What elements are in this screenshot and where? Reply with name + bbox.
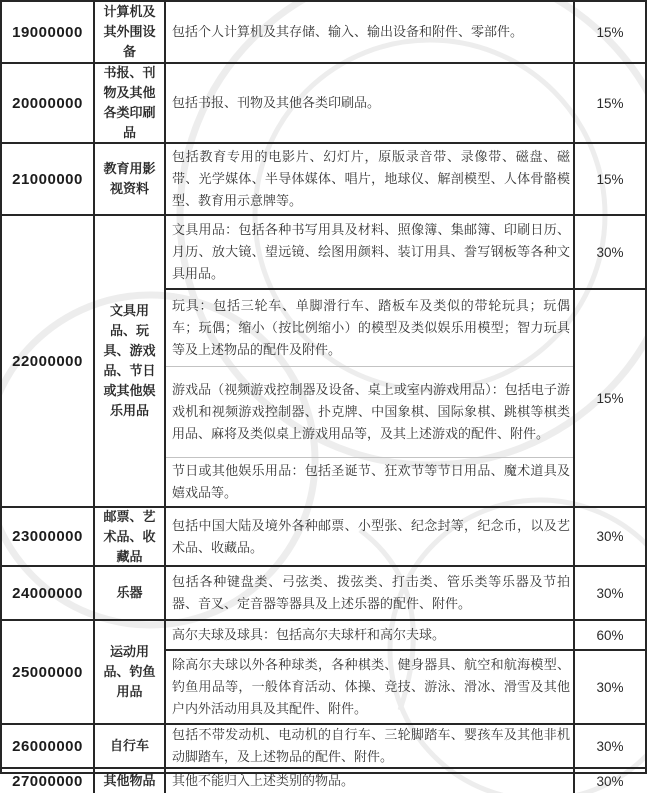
category-cell: 乐器 [95, 567, 166, 619]
description-cell: 包括书报、刊物及其他各类印刷品。 [166, 64, 575, 142]
table-row [2, 725, 645, 769]
table-row [2, 508, 645, 567]
description-stack [166, 290, 575, 506]
category-cell: 邮票、艺术品、收藏品 [95, 508, 166, 565]
rate-cell: 30% [596, 679, 624, 695]
table-row [2, 769, 645, 793]
description-cell: 其他不能归入上述类别的物品。 [166, 769, 575, 793]
code-cell: 24000000 [2, 567, 95, 619]
description-cell: 玩具：包括三轮车、单脚滑行车、踏板车及类似的带轮玩具；玩偶车；玩偶；缩小（按比例缩小）的模型及类似娱乐用模型；智力玩具等及上述物品的配件及附件。 [166, 290, 573, 367]
description-cell: 包括教育专用的电影片、幻灯片，原版录音带、录像带、磁盘、磁带、光学媒体、半导体媒体、唱片，地球仪、解剖模型、人体骨骼模型、教育用示意牌等。 [166, 144, 575, 214]
code-cell: 23000000 [2, 508, 95, 565]
code-cell: 26000000 [2, 725, 95, 767]
sub-row-sports [166, 651, 645, 723]
table-row [2, 64, 645, 144]
category-cell: 计算机及其外围设备 [95, 2, 166, 62]
table-row [2, 144, 645, 216]
description-cell: 节日或其他娱乐用品：包括圣诞节、狂欢节等节日用品、魔术道具及嬉戏品等。 [172, 463, 570, 500]
description-cell: 高尔夫球及球具：包括高尔夫球杆和高尔夫球。 [166, 621, 575, 649]
sub-row-golf [166, 621, 645, 651]
code-cell: 20000000 [2, 64, 95, 142]
rate-cell: 15% [596, 171, 624, 187]
code-cell: 27000000 [2, 769, 95, 793]
description-cell: 包括中国大陆及境外各种邮票、小型张、纪念封等，纪念币，以及艺术品、收藏品。 [166, 508, 575, 565]
description-cell: 文具用品：包括各种书写用具及材料、照像簿、集邮簿、印刷日历、月历、放大镜、望远镜、绘图用颜料、装订用具、誊写钢板等各种文具用品。 [166, 216, 575, 288]
description-cell: 游戏品（视频游戏控制器及设备、桌上或室内游戏用品）：包括电子游戏机和视频游戏控制器、扑克牌、中国象棋、国际象棋、跳棋等棋类用品、麻将及类似桌上游戏用品等，及其上述游戏的配件、附件。 [166, 367, 573, 458]
code-cell: 21000000 [2, 144, 95, 214]
code-cell: 25000000 [2, 621, 95, 723]
table-row [2, 2, 645, 64]
rate-cell: 30% [596, 585, 624, 601]
rate-cell: 30% [596, 244, 624, 260]
rate-cell: 30% [596, 529, 624, 544]
rate-cell: 15% [596, 390, 624, 406]
rate-cell: 30% [596, 773, 624, 789]
code-cell: 22000000 [2, 216, 95, 506]
description-cell: 包括各种键盘类、弓弦类、拨弦类、打击类、管乐类等乐器及节拍器、音叉、定音器等器具及上述乐器的配件、附件。 [166, 567, 575, 619]
table-row [2, 216, 645, 508]
description-cell: 除高尔夫球以外各种球类，各种棋类、健身器具、航空和航海模型、钓鱼用品等，一般体育活动、体操、竞技、游泳、滑冰、滑雪及其他户内外活动用具及其配件、附件。 [166, 651, 575, 723]
category-cell: 教育用影视资料 [95, 144, 166, 214]
category-cell: 文具用品、玩具、游戏品、节日或其他娱乐用品 [95, 216, 166, 506]
sub-rows [166, 621, 645, 723]
sub-row-stationery [166, 216, 645, 290]
code-cell: 19000000 [2, 2, 95, 62]
category-cell: 其他物品 [95, 769, 166, 793]
description-cell: 包括不带发动机、电动机的自行车、三轮脚踏车、婴孩车及其他非机动脚踏车，及上述物品的配件、附件。 [166, 725, 575, 767]
table-row [2, 621, 645, 725]
rate-cell: 15% [596, 95, 624, 111]
rate-cell: 60% [596, 627, 624, 643]
category-cell: 自行车 [95, 725, 166, 767]
rate-cell: 15% [596, 24, 624, 40]
description-cell: 包括个人计算机及其存储、输入、输出设备和附件、零部件。 [166, 2, 575, 62]
rate-cell: 30% [596, 738, 624, 754]
category-cell: 书报、刊物及其他各类印刷品 [95, 64, 166, 142]
category-cell: 运动用品、钓鱼用品 [95, 621, 166, 723]
sub-rows [166, 216, 645, 506]
sub-row-group [166, 290, 645, 506]
table-row [2, 567, 645, 621]
